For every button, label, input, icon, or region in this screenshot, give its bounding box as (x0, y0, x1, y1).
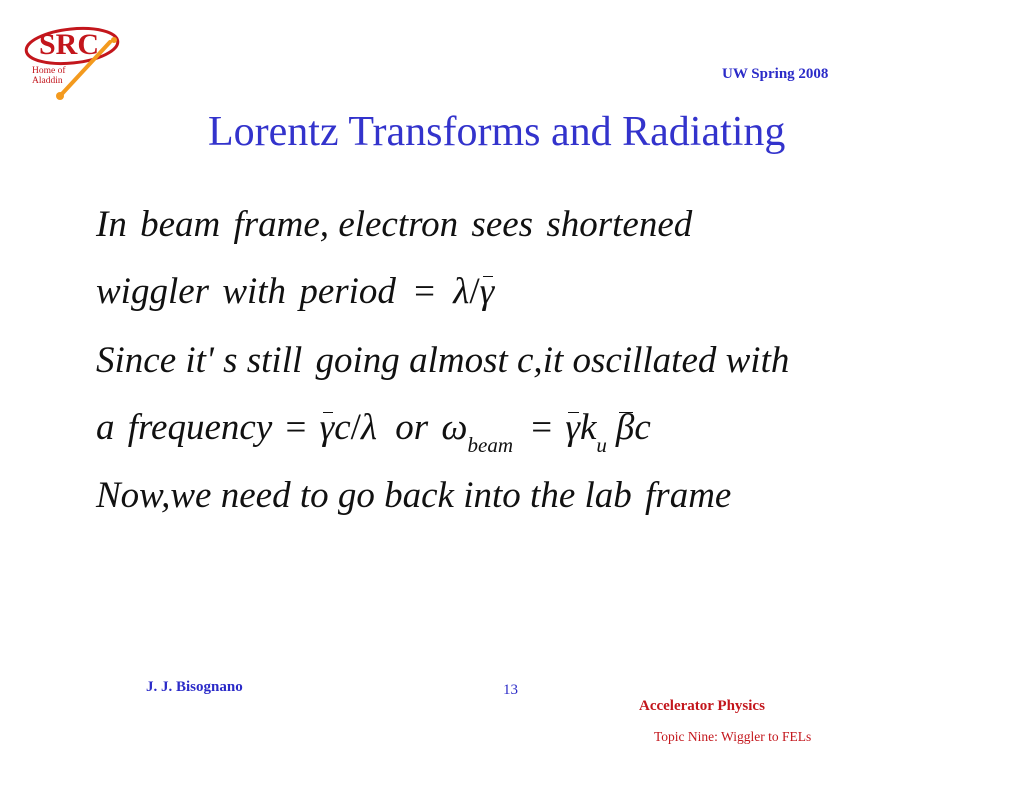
body-line-2 (96, 269, 494, 315)
omega-symbol: ω (441, 407, 468, 448)
word: back (384, 475, 454, 516)
word: wiggler (96, 271, 210, 312)
word: we (170, 475, 212, 516)
equals-symbol: = (531, 407, 553, 448)
beta-bar-symbol: β (616, 405, 634, 451)
word: it' s (185, 340, 238, 381)
wavenumber-symbol: k (579, 407, 597, 448)
speed-of-light-symbol: c (634, 407, 651, 448)
u-subscript: u (596, 433, 607, 457)
src-logo (22, 24, 134, 106)
word: going (315, 340, 400, 381)
word: frequency (127, 407, 273, 448)
word: frame (645, 475, 732, 516)
word: into (463, 475, 521, 516)
word: a (96, 407, 115, 448)
body-line-3 (96, 338, 789, 384)
word: shortened (546, 204, 693, 245)
word: with (222, 271, 287, 312)
word: In (96, 204, 127, 245)
beam-subscript: beam (467, 433, 513, 457)
word: Now, (96, 475, 171, 516)
word: it (542, 340, 564, 381)
word: with (725, 340, 790, 381)
word: period (299, 271, 396, 312)
body-line-1 (96, 202, 692, 248)
footer-topic: Topic Nine: Wiggler to FELs (654, 729, 812, 744)
slash-symbol: / (469, 271, 480, 312)
footer-author: J. J. Bisognano (146, 679, 243, 695)
word: frame, (233, 204, 330, 245)
logo-tagline-line1: Home of (32, 66, 66, 76)
word: still (246, 340, 303, 381)
equals-symbol: = (285, 407, 307, 448)
lambda-symbol: λ (360, 407, 377, 448)
word: almost (409, 340, 508, 381)
word: c, (517, 340, 543, 381)
word: beam (140, 204, 221, 245)
body-line-5 (96, 473, 731, 519)
logo-tagline-line2: Aladdin (32, 76, 63, 86)
gamma-bar-symbol: γ (480, 269, 495, 315)
header-date: UW Spring 2008 (722, 66, 829, 82)
word: or (395, 407, 429, 448)
body-line-4 (96, 405, 651, 457)
slide-title: Lorentz Transforms and Radiating (208, 109, 786, 155)
gamma-bar-symbol: γ (320, 405, 335, 451)
word: need (220, 475, 291, 516)
word: go (337, 475, 375, 516)
equals-symbol: = (414, 271, 436, 312)
word: Since (96, 340, 177, 381)
word: lab (584, 475, 632, 516)
footer-course: Accelerator Physics (639, 698, 765, 714)
word: oscillated (572, 340, 717, 381)
speed-of-light-symbol: c (334, 407, 351, 448)
word: to (299, 475, 329, 516)
word: electron (338, 204, 459, 245)
word: sees (471, 204, 534, 245)
logo-acronym: SRC (39, 28, 100, 61)
gamma-bar-symbol: γ (565, 405, 580, 451)
lambda-symbol: λ (453, 271, 470, 312)
word: the (530, 475, 576, 516)
page-number: 13 (503, 682, 518, 698)
slash-symbol: / (350, 407, 361, 448)
